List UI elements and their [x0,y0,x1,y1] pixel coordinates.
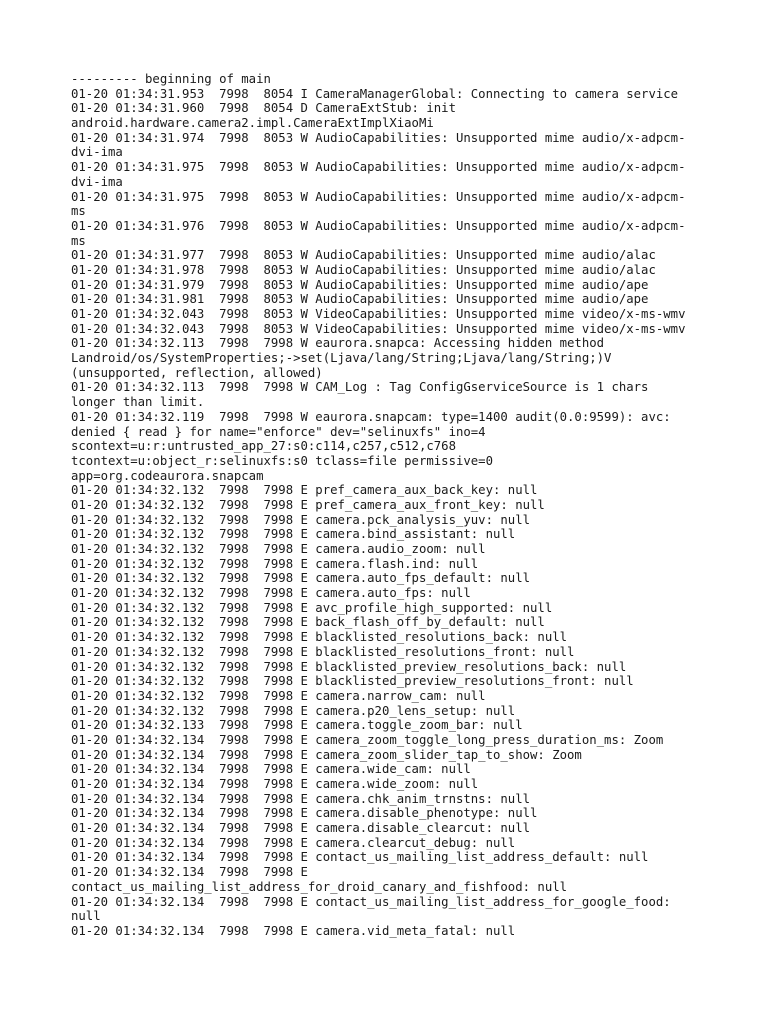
log-line: 01-20 01:34:32.132 7998 7998 E camera.auto_fps_default: null [71,571,531,586]
log-line: 01-20 01:34:31.953 7998 8054 I CameraManagerGlobal: Connecting to camera service [71,86,679,101]
log-line: denied { read } for name="enforce" dev="selinuxfs" ino=4 [71,424,486,439]
log-line: 01-20 01:34:32.134 7998 7998 E camera.vid_meta_fatal: null [71,923,516,938]
log-line: 01-20 01:34:31.981 7998 8053 W AudioCapabilities: Unsupported mime audio/ape [71,292,649,307]
log-line: 01-20 01:34:32.134 7998 7998 E camera.wide_cam: null [71,762,471,777]
log-line: 01-20 01:34:32.119 7998 7998 W eaurora.snapcam: type=1400 audit(0.0:9599): avc: [71,409,671,424]
log-line: 01-20 01:34:32.113 7998 7998 W CAM_Log : Tag ConfigGserviceSource is 1 chars [71,380,649,395]
log-line: 01-20 01:34:32.132 7998 7998 E pref_camera_aux_front_key: null [71,497,545,512]
log-line: 01-20 01:34:32.132 7998 7998 E blacklisted_resolutions_back: null [71,630,568,645]
log-line: dvi-ima [71,145,123,160]
log-line: contact_us_mailing_list_address_for_droid_canary_and_fishfood: null [71,879,568,894]
log-line: null [71,909,101,924]
log-line: 01-20 01:34:32.134 7998 7998 E contact_us_mailing_list_address_default: null [71,850,649,865]
log-line: 01-20 01:34:32.134 7998 7998 E camera.clearcut_debug: null [71,835,516,850]
log-line: 01-20 01:34:32.134 7998 7998 E camera.wide_zoom: null [71,777,479,791]
log-line: 01-20 01:34:32.132 7998 7998 E camera.bind_assistant: null [71,527,516,542]
log-line: 01-20 01:34:32.132 7998 7998 E back_flash_off_by_default: null [71,615,545,630]
log-line: app=org.codeaurora.snapcam [71,468,264,483]
log-line: tcontext=u:object_r:selinuxfs:s0 tclass=file permissive=0 [71,453,493,468]
log-line: android.hardware.camera2.impl.CameraExtImplXiaoMi [71,116,434,131]
log-line: 01-20 01:34:32.132 7998 7998 E blacklisted_preview_resolutions_front: null [71,674,634,689]
log-line: 01-20 01:34:32.134 7998 7998 E camera.chk_anim_trnstns: null [71,791,531,806]
log-line: Landroid/os/SystemProperties;->set(Ljava/lang/String;Ljava/lang/String;)V [71,351,612,366]
log-line: 01-20 01:34:32.134 7998 7998 E camera.disable_clearcut: null [71,821,531,836]
log-line: 01-20 01:34:32.132 7998 7998 E camera.flash.ind: null [71,556,479,571]
log-line: 01-20 01:34:31.979 7998 8053 W AudioCapabilities: Unsupported mime audio/ape [71,277,649,292]
log-line: 01-20 01:34:32.133 7998 7998 E camera.toggle_zoom_bar: null [71,718,523,733]
log-line: scontext=u:r:untrusted_app_27:s0:c114,c257,c512,c768 [71,439,456,454]
log-line: 01-20 01:34:32.134 7998 7998 E camera.disable_phenotype: null [71,806,538,821]
log-line: 01-20 01:34:31.977 7998 8053 W AudioCapabilities: Unsupported mime audio/alac [71,248,656,263]
log-line: 01-20 01:34:32.134 7998 7998 E [71,865,308,880]
log-line: 01-20 01:34:32.132 7998 7998 E camera.narrow_cam: null [71,688,486,703]
log-line: 01-20 01:34:31.978 7998 8053 W AudioCapabilities: Unsupported mime audio/alac [71,262,656,277]
log-document [71,72,711,939]
log-line: (unsupported, reflection, allowed) [71,365,323,380]
log-line: dvi-ima [71,174,123,189]
log-line: 01-20 01:34:31.975 7998 8053 W AudioCapabilities: Unsupported mime audio/x-adpcm- [71,189,686,204]
log-line: 01-20 01:34:32.132 7998 7998 E pref_camera_aux_back_key: null [71,483,538,498]
log-line: 01-20 01:34:32.043 7998 8053 W VideoCapabilities: Unsupported mime video/x-ms-wmv [71,307,686,321]
log-line: --------- beginning of main [71,72,271,86]
log-line: 01-20 01:34:31.974 7998 8053 W AudioCapabilities: Unsupported mime audio/x-adpcm- [71,130,686,145]
log-line: 01-20 01:34:32.132 7998 7998 E avc_profile_high_supported: null [71,600,553,615]
log-line: 01-20 01:34:32.132 7998 7998 E blacklisted_preview_resolutions_back: null [71,659,627,674]
log-line: ms [71,204,86,219]
log-line: 01-20 01:34:32.043 7998 8053 W VideoCapabilities: Unsupported mime video/x-ms-wmv [71,321,686,336]
log-line: 01-20 01:34:32.132 7998 7998 E blacklisted_resolutions_front: null [71,644,575,659]
log-line: 01-20 01:34:32.132 7998 7998 E camera.pck_analysis_yuv: null [71,512,531,527]
log-line: 01-20 01:34:31.976 7998 8053 W AudioCapabilities: Unsupported mime audio/x-adpcm- [71,218,686,233]
log-line: 01-20 01:34:32.132 7998 7998 E camera.p20_lens_setup: null [71,703,516,718]
log-line: 01-20 01:34:32.132 7998 7998 E camera.auto_fps: null [71,586,471,601]
log-line: 01-20 01:34:32.134 7998 7998 E camera_zoom_slider_tap_to_show: Zoom [71,747,582,762]
log-line: longer than limit. [71,395,205,410]
log-line: 01-20 01:34:31.975 7998 8053 W AudioCapabilities: Unsupported mime audio/x-adpcm- [71,160,686,175]
log-line: 01-20 01:34:31.960 7998 8054 D CameraExtStub: init [71,101,456,116]
log-line: 01-20 01:34:32.113 7998 7998 W eaurora.snapca: Accessing hidden method [71,336,605,351]
log-line: ms [71,233,86,248]
log-line: 01-20 01:34:32.132 7998 7998 E camera.audio_zoom: null [71,542,486,556]
log-line: 01-20 01:34:32.134 7998 7998 E contact_us_mailing_list_address_for_google_food: [71,894,671,909]
log-line: 01-20 01:34:32.134 7998 7998 E camera_zoom_toggle_long_press_duration_ms: Zoom [71,732,664,747]
